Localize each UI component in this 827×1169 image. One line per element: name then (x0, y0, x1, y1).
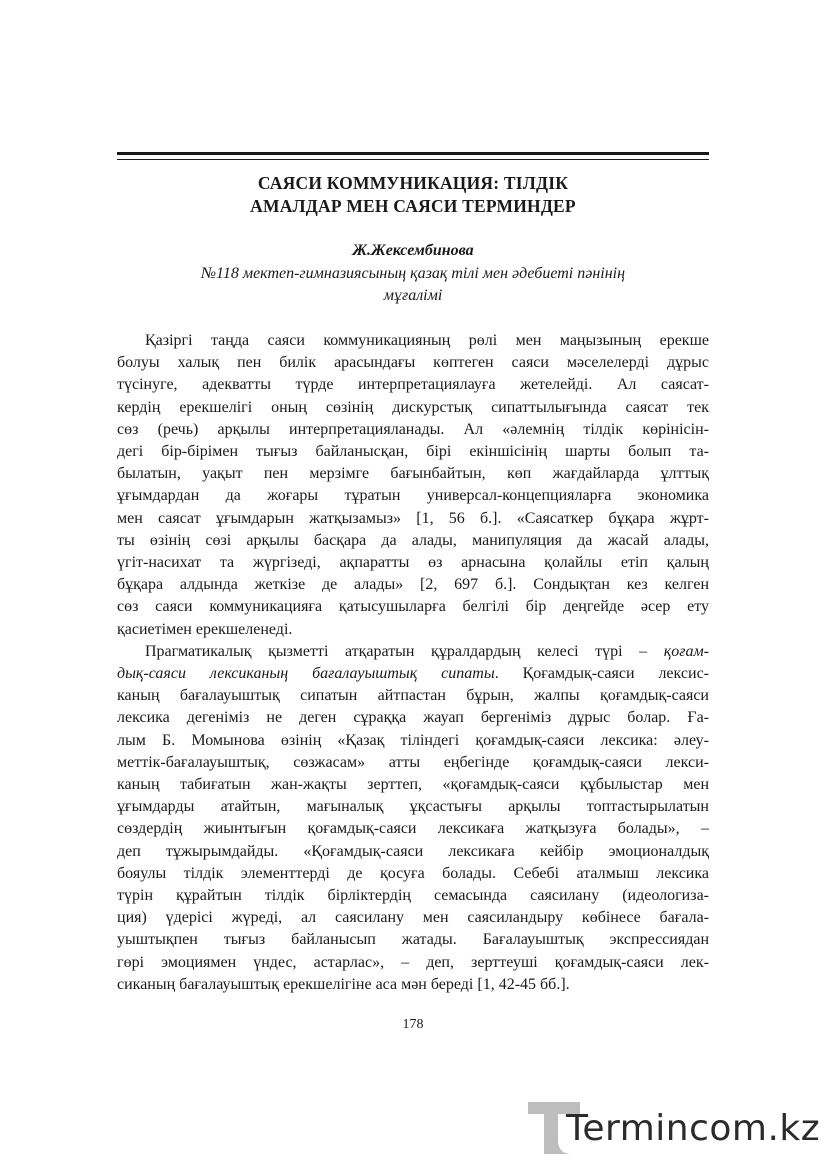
body-line: меттік-бағалауыштық, сөзжасам» атты еңбегінде қоғамдық-саяси лекси- (117, 753, 709, 771)
body-line: түсінуге, адекватты түрде интерпретациялауға жетелейді. Ал саясат- (117, 376, 709, 394)
body-line: каның бағалауыштық сипатын айтпастан бұрын, жалпы қоғамдық-саяси (117, 687, 709, 705)
body-line: түрін құрайтын тілдік бірліктердің семасында саясилану (идеологиза- (117, 887, 709, 905)
termincom-watermark-logo (528, 1100, 821, 1160)
body-line: Қазіргі таңда саяси коммуникацияның рөлі мен маңызының ерекше (145, 332, 709, 349)
author-name: Ж.Жексембинова (352, 242, 474, 259)
body-line: каның табиғатын жан-жақты зерттеп, «қоғамдық-саяси құбылыстар мен (117, 776, 709, 794)
body-line: дегі бір-бірімен тығыз байланысқан, бірі екіншісінің шарты болып та- (117, 443, 709, 461)
p2-italic-term: дық-саяси лексиканың бағалауыштық сипаты (117, 665, 495, 683)
body-line: қасиетімен ерекшеленеді. (117, 620, 293, 638)
body-line (117, 663, 709, 685)
body-line: ұғымдардан да жоғары тұратын универсал-концепцияларға экономика (117, 487, 709, 505)
body-line (117, 641, 709, 663)
title-line-1: САЯСИ КОММУНИКАЦИЯ: ТІЛДІК (257, 173, 569, 193)
body-line: мен саясат ұғымдарын жатқызамыз» [1, 56 б.]. «Саясаткер бұқара жұрт- (117, 509, 709, 527)
body-line: сөз саяси коммуникацияға қатысушыларға белгілі бір деңгейде әсер ету (117, 598, 709, 616)
body-line: сиканың бағалауыштық ерекшелігіне аса мән береді [1, 42-45 бб.]. (117, 975, 570, 993)
title-line-2: АМАЛДАР МЕН САЯСИ ТЕРМИНДЕР (250, 196, 576, 216)
body-line: ты өзінің сөзі арқылы басқара да алады, манипуляция да жасай алады, (117, 531, 709, 549)
p2-italic-term: қоғам- (663, 642, 709, 660)
article-body (117, 330, 709, 996)
affiliation-line-1: №118 мектеп-гимназиясының қазақ тілі мен әдебиеті пәнінің (200, 265, 626, 282)
body-line: бояулы тілдік элементтерді де қосуға болады. Себебі аталмыш лексика (117, 864, 709, 882)
body-line: сөздердің жиынтығын қоғамдық-саяси лексикаға жатқызуға болады», – (117, 820, 709, 838)
body-line: былатын, уақыт пен мерзімге бағынбайтын, көп жағдайларда ұлттық (117, 465, 709, 483)
page-number: 178 (402, 1017, 424, 1032)
body-line: ция) үдерісі жүреді, ал саясилану мен саясиландыру көбінесе бағала- (117, 909, 709, 927)
article-title (117, 172, 709, 218)
body-line: ұғымдарды атайтын, мағыналық ұқсастығы арқылы топтастырылатын (117, 798, 709, 816)
body-line: болуы халық пен билік арасындағы көптеген саяси мәселелерді дұрыс (117, 354, 709, 372)
body-line: гөрі эмоциямен үндес, астарлас», – деп, зерттеуші қоғамдық-саяси лек- (117, 953, 709, 971)
author-affiliation (117, 263, 709, 307)
p2-prefix: Прагматикалық қызметті атқаратын құралдардың келесі түрі – (145, 642, 664, 660)
p2-rest: . Қоғамдық-саяси лексис- (494, 665, 709, 683)
body-line: бұқара алдында жеткізе де алады» [2, 697 б.]. Сондықтан кез келген (117, 576, 709, 594)
body-line: лексика дегеніміз не деген сұраққа жауап бергеніміз дұрыс болар. Ға- (117, 709, 709, 727)
affiliation-line-2: мұғалімі (383, 287, 443, 304)
watermark-text: Termincom.kz (566, 1108, 821, 1149)
header-rule-thick (117, 152, 709, 155)
header-rule-thin (117, 159, 709, 160)
body-line: кердің ерекшелігі оның сөзінің дискурстық сипаттылығында саясат тек (117, 398, 709, 416)
body-line: лым Б. Момынова өзінің «Қазақ тіліндегі қоғамдық-саяси лексика: әлеу- (117, 731, 709, 749)
body-line: уыштықпен тығыз байланысып жатады. Бағалауыштық экспрессиядан (117, 931, 709, 949)
body-line: үгіт-насихат та жүргізеді, ақпаратты өз арнасына қолайлы етіп қалың (117, 554, 709, 572)
body-line: деп тұжырымдайды. «Қоғамдық-саяси лексикаға кейбір эмоционалдық (117, 842, 709, 860)
body-line: сөз (речь) арқылы интерпретацияланады. Ал «әлемнің тілдік көрінісін- (117, 420, 709, 438)
